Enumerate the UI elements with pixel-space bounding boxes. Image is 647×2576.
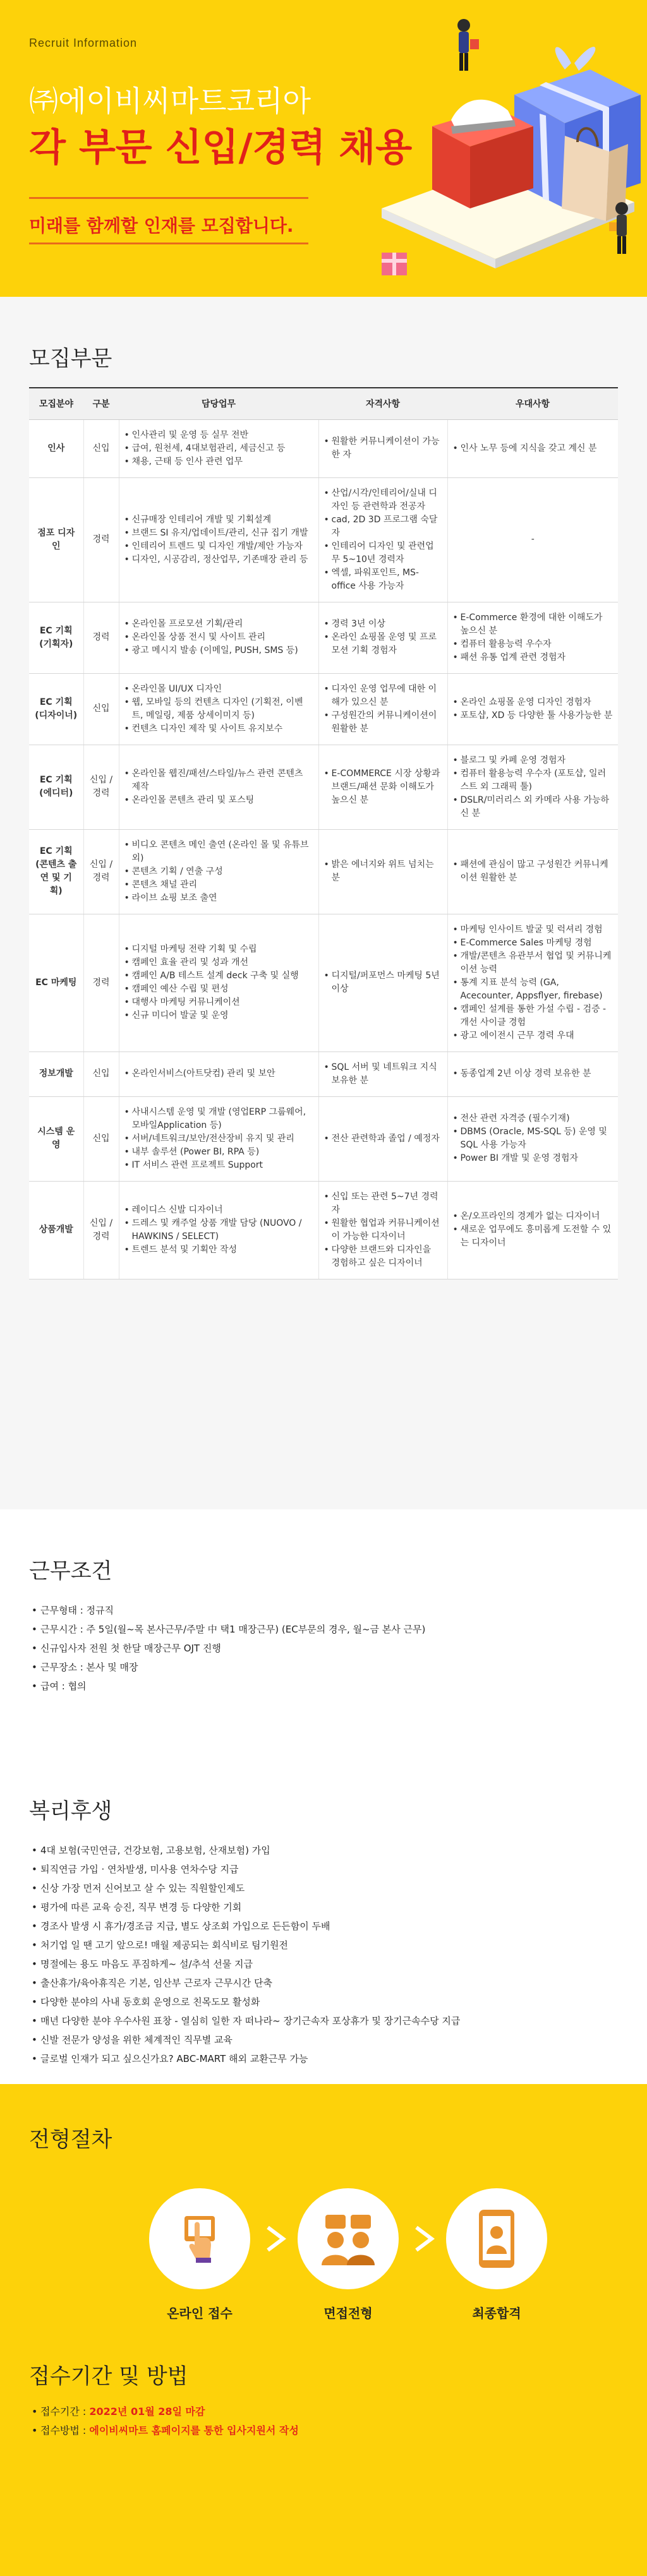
- list-item: • 콘텐츠 기획 / 연출 구성: [124, 865, 313, 878]
- cell-duties: [119, 1051, 318, 1096]
- list-item: • 통계 지표 분석 능력 (GA, Acecounter, Appsflyer, firebase): [453, 976, 614, 1003]
- list-item: • 신입 또는 관련 5~7년 경력자: [324, 1190, 442, 1217]
- cell-duties: [119, 477, 318, 602]
- table-row: [29, 829, 618, 914]
- hero-divider: [29, 197, 308, 199]
- cell-prefs: [447, 602, 618, 673]
- cell-list: [324, 1132, 442, 1146]
- cell-list: [453, 611, 614, 664]
- cell-list: [453, 754, 614, 820]
- cell-duties: [119, 419, 318, 477]
- list-item: • 급여 : 협의: [29, 1677, 618, 1696]
- list-item: • 광고 에이전시 근무 경력 우대: [453, 1029, 614, 1043]
- recruit-title: 모집부문: [29, 346, 112, 371]
- list-item: • 패션에 관심이 많고 구성원간 커뮤니케이션 원활한 분: [453, 858, 614, 885]
- list-item-note: [29, 1639, 618, 1658]
- hero-banner: [0, 0, 647, 297]
- cell-field: EC 기획 (기획자): [29, 602, 83, 673]
- list-item: • 캠페인 효율 관리 및 성과 개선: [124, 956, 313, 969]
- cell-list: [324, 435, 442, 462]
- cell-duties: [119, 829, 318, 914]
- list-item: • 구성원간의 커뮤니케이션이 원활한 분: [324, 709, 442, 736]
- cell-type: 경력: [83, 477, 119, 602]
- cell-list: [453, 858, 614, 885]
- cell-quals: [318, 745, 447, 829]
- benefits-list: [29, 1841, 618, 2068]
- list-item: • 글로벌 인재가 되고 싶으신가요? ABC-MART 해외 교환근무 가능: [29, 2049, 618, 2068]
- list-item: • 다양한 분야의 사내 동호회 운영으로 친목도모 활성화: [29, 1992, 618, 2011]
- list-item: • 전산 관련학과 졸업 / 예정자: [324, 1132, 442, 1146]
- list-item: • 출산휴가/육아휴직은 기본, 임산부 근로자 근무시간 단축: [29, 1974, 618, 1992]
- cell-list: [324, 487, 442, 593]
- cell-list: [324, 969, 442, 996]
- list-item: • IT 서비스 관련 프로젝트 Support: [124, 1159, 313, 1172]
- list-item: • 서버/네트워크/보안/전산장비 유지 및 관리: [124, 1132, 313, 1146]
- table-row: [29, 745, 618, 829]
- list-item: • 광고 메시지 발송 (이메일, PUSH, SMS 등): [124, 644, 313, 657]
- list-item: • SQL 서버 및 네트워크 지식 보유한 분: [324, 1061, 442, 1087]
- header-duties: 담당업무: [119, 388, 318, 419]
- cell-list: [324, 858, 442, 885]
- list-item: • 개발/콘텐츠 유관부서 협업 및 커뮤니케이션 능력: [453, 950, 614, 976]
- list-item: • 근무형태 : 정규직: [29, 1601, 618, 1620]
- list-item: • 근무장소 : 본사 및 매장: [29, 1658, 618, 1677]
- apply-period-value: 2022년 01월 28일 마감: [89, 2405, 205, 2417]
- cell-list: [124, 1067, 313, 1081]
- cell-quals: [318, 602, 447, 673]
- cell-quals: [318, 914, 447, 1051]
- list-item: • 레이디스 신발 디자이너: [124, 1204, 313, 1217]
- cell-list: [324, 767, 442, 807]
- cell-list: [124, 429, 313, 469]
- cell-list: [324, 618, 442, 657]
- cell-field: 정보개발: [29, 1051, 83, 1096]
- jobs-table: [29, 387, 618, 1279]
- cell-list: [453, 1210, 614, 1250]
- list-item: • cad, 2D 3D 프로그램 숙달자: [324, 513, 442, 540]
- cell-list: [124, 1204, 313, 1257]
- hero-tag: Recruit Information: [29, 37, 138, 49]
- list-item: • E-COMMERCE 시장 상황과 브랜드/패션 문화 이해도가 높으신 분: [324, 767, 442, 807]
- list-item: • 인사 노무 등에 지식을 갖고 계신 분: [453, 442, 614, 455]
- cell-type: 신입: [83, 419, 119, 477]
- list-item: • 컨텐츠 디자인 제작 및 사이트 유지보수: [124, 722, 313, 736]
- hero-divider: [29, 243, 308, 244]
- cell-type: 신입 / 경력: [83, 829, 119, 914]
- cell-field: EC 기획 (에디터): [29, 745, 83, 829]
- cell-field: EC 기획 (디자이너): [29, 673, 83, 745]
- cell-quals: [318, 477, 447, 602]
- cell-field: 인사: [29, 419, 83, 477]
- cell-prefs: [447, 1181, 618, 1279]
- cell-list: [124, 943, 313, 1022]
- list-item: • 인테리어 디자인 및 관련업무 5~10년 경력자: [324, 540, 442, 566]
- chevron-right-icon: [411, 2225, 437, 2253]
- cell-prefs: [447, 745, 618, 829]
- list-item: • 인테리어 트렌드 및 디자인 개발/제안 가능자: [124, 540, 313, 553]
- list-item: • 브랜드 SI 유지/업데이트/관리, 신규 집기 개발: [124, 527, 313, 540]
- cell-duties: [119, 745, 318, 829]
- cell-quals: [318, 1181, 447, 1279]
- cell-list: [324, 1190, 442, 1270]
- list-item: • 전산 관련 자격증 (필수기재): [453, 1112, 614, 1125]
- table-row: [29, 673, 618, 745]
- cell-prefs: [447, 419, 618, 477]
- cell-duties: [119, 1181, 318, 1279]
- cell-prefs: [447, 1051, 618, 1096]
- list-item: • 경력 3년 이상: [324, 618, 442, 631]
- table-row: [29, 1051, 618, 1096]
- header-type: 구분: [83, 388, 119, 419]
- benefits-title: 복리후생: [29, 1799, 112, 1824]
- list-item: • 컴퓨터 활용능력 우수자: [453, 638, 614, 651]
- header-prefs: 우대사항: [447, 388, 618, 419]
- list-item: • 캠페인 설계를 통한 가설 수립 - 검증 - 개선 사이클 경험: [453, 1003, 614, 1029]
- step-circle: [149, 2188, 250, 2289]
- cell-type: 신입: [83, 1096, 119, 1181]
- table-row: [29, 1096, 618, 1181]
- condition-note: 신규입사자 전원 첫 한달 매장근무 OJT 진행: [40, 1643, 221, 1654]
- cell-list: [124, 683, 313, 736]
- cell-duties: [119, 673, 318, 745]
- list-item: • 동종업계 2년 이상 경력 보유한 분: [453, 1067, 614, 1081]
- list-item: • 캠페인 A/B 테스트 설계 deck 구축 및 실행: [124, 969, 313, 983]
- list-item: • 퇴직연금 가입 · 연차발생, 미사용 연차수당 지급: [29, 1860, 618, 1879]
- cell-quals: [318, 829, 447, 914]
- header-field: 모집분야: [29, 388, 83, 419]
- table-row: [29, 477, 618, 602]
- list-item: • 온/오프라인의 경계가 없는 디자이너: [453, 1210, 614, 1223]
- hero-company: ㈜에이비씨마트코리아: [29, 84, 311, 118]
- list-item: • 원활한 협업과 커뮤니케이션이 가능한 디자이너: [324, 1217, 442, 1243]
- list-item: • 온라인몰 상품 전시 및 사이트 관리: [124, 631, 313, 644]
- cell-list: [124, 767, 313, 807]
- list-item: • 패션 유통 업계 관련 경험자: [453, 651, 614, 664]
- cell-prefs: [447, 1096, 618, 1181]
- list-item: • 마케팅 인사이트 발굴 및 럭셔리 경험: [453, 923, 614, 937]
- list-item: • E-Commerce Sales 마케팅 경험: [453, 937, 614, 950]
- list-item: • 웹, 모바일 등의 컨텐츠 디자인 (기획전, 이벤트, 메일링, 제품 상세이미지 등): [124, 696, 313, 722]
- list-item: • 온라인서비스(아트닷컴) 관리 및 보안: [124, 1067, 313, 1081]
- cell-list: [453, 1067, 614, 1081]
- list-item: • Power BI 개발 및 운영 경험자: [453, 1152, 614, 1165]
- list-item: • 신상 가장 먼저 신어보고 살 수 있는 직원할인제도: [29, 1879, 618, 1898]
- conditions-title: 근무조건: [29, 1559, 112, 1584]
- list-item: • 근무시간 : 주 5일(월~목 본사근무/주말 中 택1 매장근무) (EC부문의 경우, 월~금 본사 근무): [29, 1620, 618, 1639]
- cell-list: [124, 839, 313, 905]
- cell-type: 경력: [83, 602, 119, 673]
- cell-type: 신입: [83, 1051, 119, 1096]
- benefits-section: [0, 1787, 647, 2084]
- cell-list: [124, 513, 313, 566]
- list-item: • 디자인 운영 업무에 대한 이해가 있으신 분: [324, 683, 442, 709]
- cell-list: [453, 1112, 614, 1165]
- cell-duties: [119, 602, 318, 673]
- list-item: • 블로그 및 카페 운영 경험자: [453, 754, 614, 767]
- cell-prefs: -: [447, 477, 618, 602]
- list-item: • 명절에는 용도 마음도 푸짐하게~ 설/추석 선물 지급: [29, 1955, 618, 1974]
- apply-method-value: 에이비씨마트 홈페이지를 통한 입사지원서 작성: [89, 2424, 299, 2436]
- list-item: • 평가에 따른 교육 승진, 직무 변경 등 다양한 기회: [29, 1898, 618, 1917]
- list-item: • 비디오 콘텐츠 메인 출연 (온라인 몰 및 유튜브 외): [124, 839, 313, 865]
- step-label: 온라인 접수: [167, 2306, 233, 2321]
- list-item: • 온라인몰 프로모션 기획/관리: [124, 618, 313, 631]
- apply-period: [29, 2402, 618, 2421]
- cell-list: [453, 923, 614, 1043]
- header-quals: 자격사항: [318, 388, 447, 419]
- cell-field: 점포 디자인: [29, 477, 83, 602]
- list-item: • 새로운 업무에도 흥미롭게 도전할 수 있는 디자이너: [453, 1223, 614, 1250]
- list-item: • E-Commerce 환경에 대한 이해도가 높으신 분: [453, 611, 614, 638]
- recruit-section: [0, 297, 647, 1509]
- list-item: • 컴퓨터 활용능력 우수자 (포토샵, 일러스트 외 그래픽 툴): [453, 767, 614, 794]
- apply-title: 접수기간 및 방법: [29, 2364, 188, 2389]
- cell-field: EC 기획 (콘텐츠 출연 및 기획): [29, 829, 83, 914]
- shopping-illustration: [356, 0, 647, 297]
- cell-type: 신입: [83, 673, 119, 745]
- list-item: • 사내시스템 운영 및 개발 (영업ERP 그룹웨어, 모바일Application 등): [124, 1106, 313, 1132]
- table-row: [29, 602, 618, 673]
- table-row: [29, 1181, 618, 1279]
- cell-field: EC 마케팅: [29, 914, 83, 1051]
- interview-people-icon: [298, 2188, 399, 2289]
- conditions-list: [29, 1601, 618, 1696]
- step-online-apply: [149, 2188, 250, 2321]
- list-item: • 4대 보험(국민연금, 건강보험, 고용보험, 산재보험) 가입: [29, 1841, 618, 1860]
- cell-type: 신입 / 경력: [83, 745, 119, 829]
- list-item: • 엑셀, 파워포인트, MS-office 사용 가능자: [324, 566, 442, 593]
- list-item: • DSLR/미러리스 외 카메라 사용 가능하신 분: [453, 794, 614, 820]
- list-item: • 인사관리 및 운영 등 실무 전반: [124, 429, 313, 442]
- cell-quals: [318, 419, 447, 477]
- step-circle: [298, 2188, 399, 2289]
- list-item: • 신발 전문가 양성을 위한 체계적인 직무별 교육: [29, 2030, 618, 2049]
- list-item: • 원활한 커뮤니케이션이 가능한 자: [324, 435, 442, 462]
- list-item: • 캠페인 예산 수립 및 편성: [124, 983, 313, 996]
- list-item: • 온라인 쇼핑몰 운영 및 프로모션 기획 경험자: [324, 631, 442, 657]
- list-item: • 처기업 일 땐 고기 앞으로! 매월 제공되는 회식비로 팀기원전: [29, 1936, 618, 1955]
- list-item: • 급여, 원천세, 4대보험관리, 세금신고 등: [124, 442, 313, 455]
- list-item: • 온라인 쇼핑몰 운영 디자인 경험자: [453, 696, 614, 709]
- apply-period-label: 접수기간 :: [40, 2405, 90, 2417]
- cell-quals: [318, 1051, 447, 1096]
- step-label: 면접전형: [324, 2306, 373, 2321]
- list-item: • 경조사 발생 시 휴가/경조금 지급, 별도 상조회 가입으로 든든함이 두배: [29, 1917, 618, 1936]
- cell-prefs: [447, 829, 618, 914]
- list-item: • 대행사 마케팅 커뮤니케이션: [124, 996, 313, 1009]
- list-item: • 신규매장 인테리어 개발 및 기획설계: [124, 513, 313, 527]
- small-gift-icon: [382, 253, 407, 275]
- process-title: 전형절차: [29, 2127, 112, 2152]
- chevron-right-icon: [263, 2225, 288, 2253]
- apply-method-label: 접수방법 :: [40, 2424, 90, 2436]
- list-item: • 온라인몰 UI/UX 디자인: [124, 683, 313, 696]
- mobile-person-icon: [446, 2188, 547, 2289]
- hero-subtitle: 미래를 함께할 인재를 모집합니다.: [29, 215, 294, 236]
- step-interview: [298, 2188, 399, 2321]
- step-label: 최종합격: [472, 2306, 521, 2321]
- list-item: • 채용, 근태 등 인사 관련 업무: [124, 455, 313, 469]
- list-item: • 내부 솔루션 (Power BI, RPA 등): [124, 1146, 313, 1159]
- process-steps: [29, 2188, 618, 2333]
- jobs-table-body: [29, 419, 618, 1279]
- apply-list: [29, 2402, 618, 2440]
- list-item: • DBMS (Oracle, MS-SQL 등) 운영 및 SQL 사용 가능자: [453, 1125, 614, 1152]
- hand-click-icon: [149, 2188, 250, 2289]
- cell-list: [324, 1061, 442, 1087]
- list-item: • 디자인, 시공감리, 정산업무, 기존매장 관리 등: [124, 553, 313, 566]
- cell-field: 상품개발: [29, 1181, 83, 1279]
- process-section: [0, 2084, 647, 2576]
- cell-list: [124, 618, 313, 657]
- list-item: • 트렌드 분석 및 기획안 작성: [124, 1243, 313, 1257]
- list-item: • 온라인몰 콘텐츠 관리 및 포스팅: [124, 794, 313, 807]
- cell-type: 경력: [83, 914, 119, 1051]
- cell-duties: [119, 914, 318, 1051]
- list-item: • 디지털/퍼포먼스 마케팅 5년 이상: [324, 969, 442, 996]
- cell-list: [453, 442, 614, 455]
- list-item: • 드레스 및 캐주얼 상품 개발 담당 (NUOVO / HAWKINS / SELECT): [124, 1217, 313, 1243]
- list-item: • 신규 미디어 발굴 및 운영: [124, 1009, 313, 1022]
- cell-duties: [119, 1096, 318, 1181]
- list-item: • 디지털 마케팅 전략 기획 및 수립: [124, 943, 313, 956]
- table-header-row: [29, 388, 618, 419]
- cell-prefs: [447, 914, 618, 1051]
- step-circle: [446, 2188, 547, 2289]
- cell-type: 신입 / 경력: [83, 1181, 119, 1279]
- person-icon: [457, 19, 479, 71]
- list-item: • 다양한 브랜드와 디자인을 경험하고 싶은 디자이너: [324, 1243, 442, 1270]
- list-item: • 매년 다양한 분야 우수사원 표창 - 열심히 일한 자 떠나라~ 장기근속자 포상휴가 및 장기근속수당 지급: [29, 2011, 618, 2030]
- cell-list: [124, 1106, 313, 1172]
- cell-field: 시스템 운영: [29, 1096, 83, 1181]
- cell-list: [324, 683, 442, 736]
- table-row: [29, 419, 618, 477]
- hero-title: 각 부문 신입/경력 채용: [29, 126, 413, 170]
- conditions-section: [0, 1509, 647, 1787]
- cell-list: [453, 696, 614, 722]
- list-item: • 온라인몰 웹진/패션/스타일/뉴스 관련 콘텐츠 제작: [124, 767, 313, 794]
- table-row: [29, 914, 618, 1051]
- step-final: [446, 2188, 547, 2321]
- apply-method: [29, 2421, 618, 2440]
- cell-quals: [318, 673, 447, 745]
- list-item: • 콘텐츠 채널 관리: [124, 878, 313, 892]
- list-item: • 산업/시각/인테리어/실내 디자인 등 관련학과 전공자: [324, 487, 442, 513]
- cell-quals: [318, 1096, 447, 1181]
- cell-prefs: [447, 673, 618, 745]
- list-item: • 포토샵, XD 등 다양한 툴 사용가능한 분: [453, 709, 614, 722]
- list-item: • 밝은 에너지와 위트 넘치는 분: [324, 858, 442, 885]
- list-item: • 라이브 쇼핑 보조 출연: [124, 892, 313, 905]
